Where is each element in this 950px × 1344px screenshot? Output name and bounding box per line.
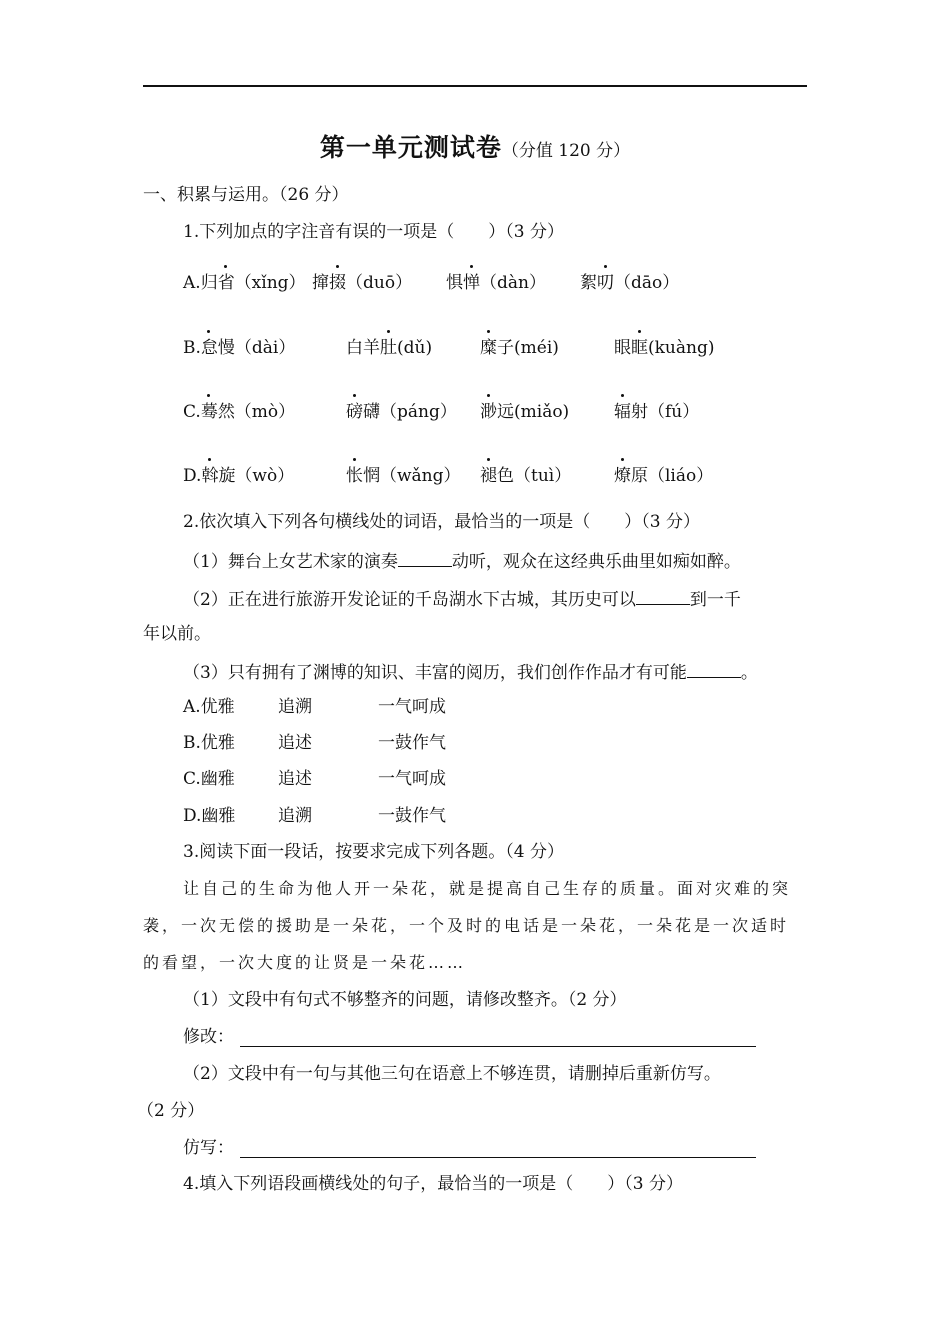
word-suffix-pinyin: 子(méi) [497, 338, 559, 358]
q1-option-a-item-4 [580, 272, 679, 294]
q2-sentence-1 [183, 548, 741, 573]
word-prefix: 眼 [614, 338, 631, 358]
q1-option-label: D. [183, 466, 202, 486]
q2-option-4-w2: 追溯 [278, 806, 312, 826]
dotted-character: 叨 [597, 273, 614, 293]
q2-sentence-2-cont: 年以前。 [143, 624, 211, 644]
word-prefix: 撺 [312, 273, 329, 293]
page-title [0, 128, 950, 164]
q2-option-4-w3: 一鼓作气 [378, 806, 446, 826]
word-suffix-pinyin: 慢（dài） [217, 338, 296, 358]
q1-option-label: A. [183, 273, 201, 293]
word-prefix: 白羊 [346, 338, 380, 358]
word-suffix-pinyin: 然（mò） [217, 402, 296, 422]
q3-sub1: （1）文段中有句式不够整齐的问题，请修改整齐。（2 分） [183, 990, 627, 1010]
q3-passage-line-2: 袭，一次无偿的援助是一朵花，一个及时的电话是一朵花，一朵花是一次适时 [143, 916, 790, 935]
dotted-character: 惮 [463, 273, 480, 293]
q2-stem: 2.依次填入下列各句横线处的词语，最恰当的一项是（ ）（3 分） [183, 512, 700, 532]
q3-stem: 3.阅读下面一段话，按要求完成下列各题。（4 分） [183, 842, 564, 862]
q1-option-b-item-4 [614, 337, 714, 359]
q2-option-2-w2: 追述 [278, 733, 312, 753]
dotted-character: 省 [217, 273, 235, 293]
q3-answer2-label: 仿写： [183, 1138, 234, 1158]
dotted-character: 糜 [480, 338, 497, 358]
word-suffix-pinyin: 旋（wò） [218, 466, 295, 486]
title-score: （分值 120 分） [501, 141, 631, 161]
dotted-character: 渺 [480, 402, 497, 422]
word-suffix-pinyin: 礴（páng） [363, 402, 457, 422]
word-suffix-pinyin: (dǔ) [397, 338, 433, 358]
header-rule [143, 85, 807, 87]
q1-option-d-item-1 [183, 465, 294, 487]
q2-option-2-label[interactable]: B.优雅 [183, 733, 235, 753]
word-suffix-pinyin: （dàn） [480, 273, 546, 293]
q2-option-1-w3: 一气呵成 [378, 697, 446, 717]
word-suffix-pinyin: 射（fú） [631, 402, 700, 422]
dotted-character: 肚 [380, 338, 397, 358]
q1-option-b-item-2 [346, 337, 432, 359]
title-main: 第一单元测试卷 [319, 133, 502, 162]
q2-s2-blank[interactable] [636, 586, 690, 605]
q1-option-b-item-1 [183, 337, 295, 359]
q1-option-d-item-2 [346, 465, 461, 487]
q2-option-4-label[interactable]: D.幽雅 [183, 806, 236, 826]
dotted-character: 燎 [614, 466, 631, 486]
word-suffix-pinyin: 远(miǎo) [497, 402, 570, 422]
q1-option-c-item-4 [614, 401, 699, 423]
word-suffix-pinyin: 原（liáo） [631, 466, 714, 486]
q2-s3-text-b: 。 [740, 663, 758, 683]
q3-answer1-label: 修改： [183, 1027, 234, 1047]
q2-option-3-w3: 一气呵成 [378, 769, 446, 789]
q3-passage-line-1: 让自己的生命为他人开一朵花，就是提高自己生存的质量。面对灾难的突 [183, 879, 792, 898]
q2-option-2-w3: 一鼓作气 [378, 733, 446, 753]
q1-stem: 1.下列加点的字注音有误的一项是（ ）（3 分） [183, 222, 564, 242]
word-prefix: 絮 [580, 273, 597, 293]
word-suffix-pinyin: （xǐng） [234, 273, 306, 293]
section-heading: 一、积累与运用。（26 分） [143, 185, 349, 205]
q1-option-b-item-3 [480, 337, 559, 359]
q2-s2-text-b: 到一千 [689, 590, 741, 610]
q2-s2-text-a: （2）正在进行旅游开发论证的千岛湖水下古城，其历史可以 [183, 590, 636, 610]
q1-option-c-item-2 [346, 401, 457, 423]
dotted-character: 辐 [614, 402, 631, 422]
q3-sub2: （2）文段中有一句与其他三句在语意上不够连贯，请删掉后重新仿写。 [183, 1064, 721, 1084]
q3-answer1-line[interactable] [240, 1046, 756, 1047]
word-prefix: 惧 [446, 273, 463, 293]
q3-sub2-score: （2 分） [137, 1101, 205, 1121]
word-prefix: 归 [200, 273, 218, 293]
q3-answer2-line[interactable] [240, 1157, 756, 1158]
dotted-character: 怅 [346, 466, 363, 486]
dotted-character: 斡 [201, 466, 219, 486]
q2-s3-blank[interactable] [687, 659, 741, 678]
dotted-character: 褪 [480, 466, 497, 486]
q1-option-c-item-1 [183, 401, 295, 423]
q2-option-1-label[interactable]: A.优雅 [183, 697, 235, 717]
q1-option-a-item-1 [183, 272, 306, 294]
dotted-character: 磅 [346, 402, 363, 422]
q2-sentence-2 [183, 586, 741, 611]
q4-stem: 4.填入下列语段画横线处的句子，最恰当的一项是（ ）（3 分） [183, 1174, 683, 1194]
word-suffix-pinyin: 色（tuì） [497, 466, 572, 486]
q2-s1-text-a: （1）舞台上女艺术家的演奏 [183, 552, 398, 572]
q1-option-d-item-3 [480, 465, 571, 487]
word-suffix-pinyin: （dāo） [614, 273, 680, 293]
q1-option-label: C. [183, 402, 201, 422]
word-suffix-pinyin: 惘（wǎng） [363, 466, 461, 486]
q2-option-3-w2: 追述 [278, 769, 312, 789]
q2-sentence-3 [183, 659, 758, 684]
q2-s1-text-b: 动听，观众在这经典乐曲里如痴如醉。 [451, 552, 741, 572]
word-suffix-pinyin: (kuàng) [648, 338, 715, 358]
q2-option-3-label[interactable]: C.幽雅 [183, 769, 235, 789]
dotted-character: 蓦 [200, 402, 218, 422]
word-suffix-pinyin: （duō） [346, 273, 413, 293]
q2-s3-text-a: （3）只有拥有了渊博的知识、丰富的阅历，我们创作作品才有可能 [183, 663, 687, 683]
q1-option-d-item-4 [614, 465, 713, 487]
q3-passage-line-3: 的看望，一次大度的让贤是一朵花…… [143, 953, 467, 972]
dotted-character: 怠 [200, 338, 218, 358]
q2-option-1-w2: 追溯 [278, 697, 312, 717]
q1-option-label: B. [183, 338, 201, 358]
q1-option-a-item-2 [312, 272, 412, 294]
q1-option-a-item-3 [446, 272, 546, 294]
q1-option-c-item-3 [480, 401, 569, 423]
dotted-character: 掇 [329, 273, 346, 293]
q2-s1-blank[interactable] [398, 548, 452, 567]
dotted-character: 眶 [631, 338, 648, 358]
